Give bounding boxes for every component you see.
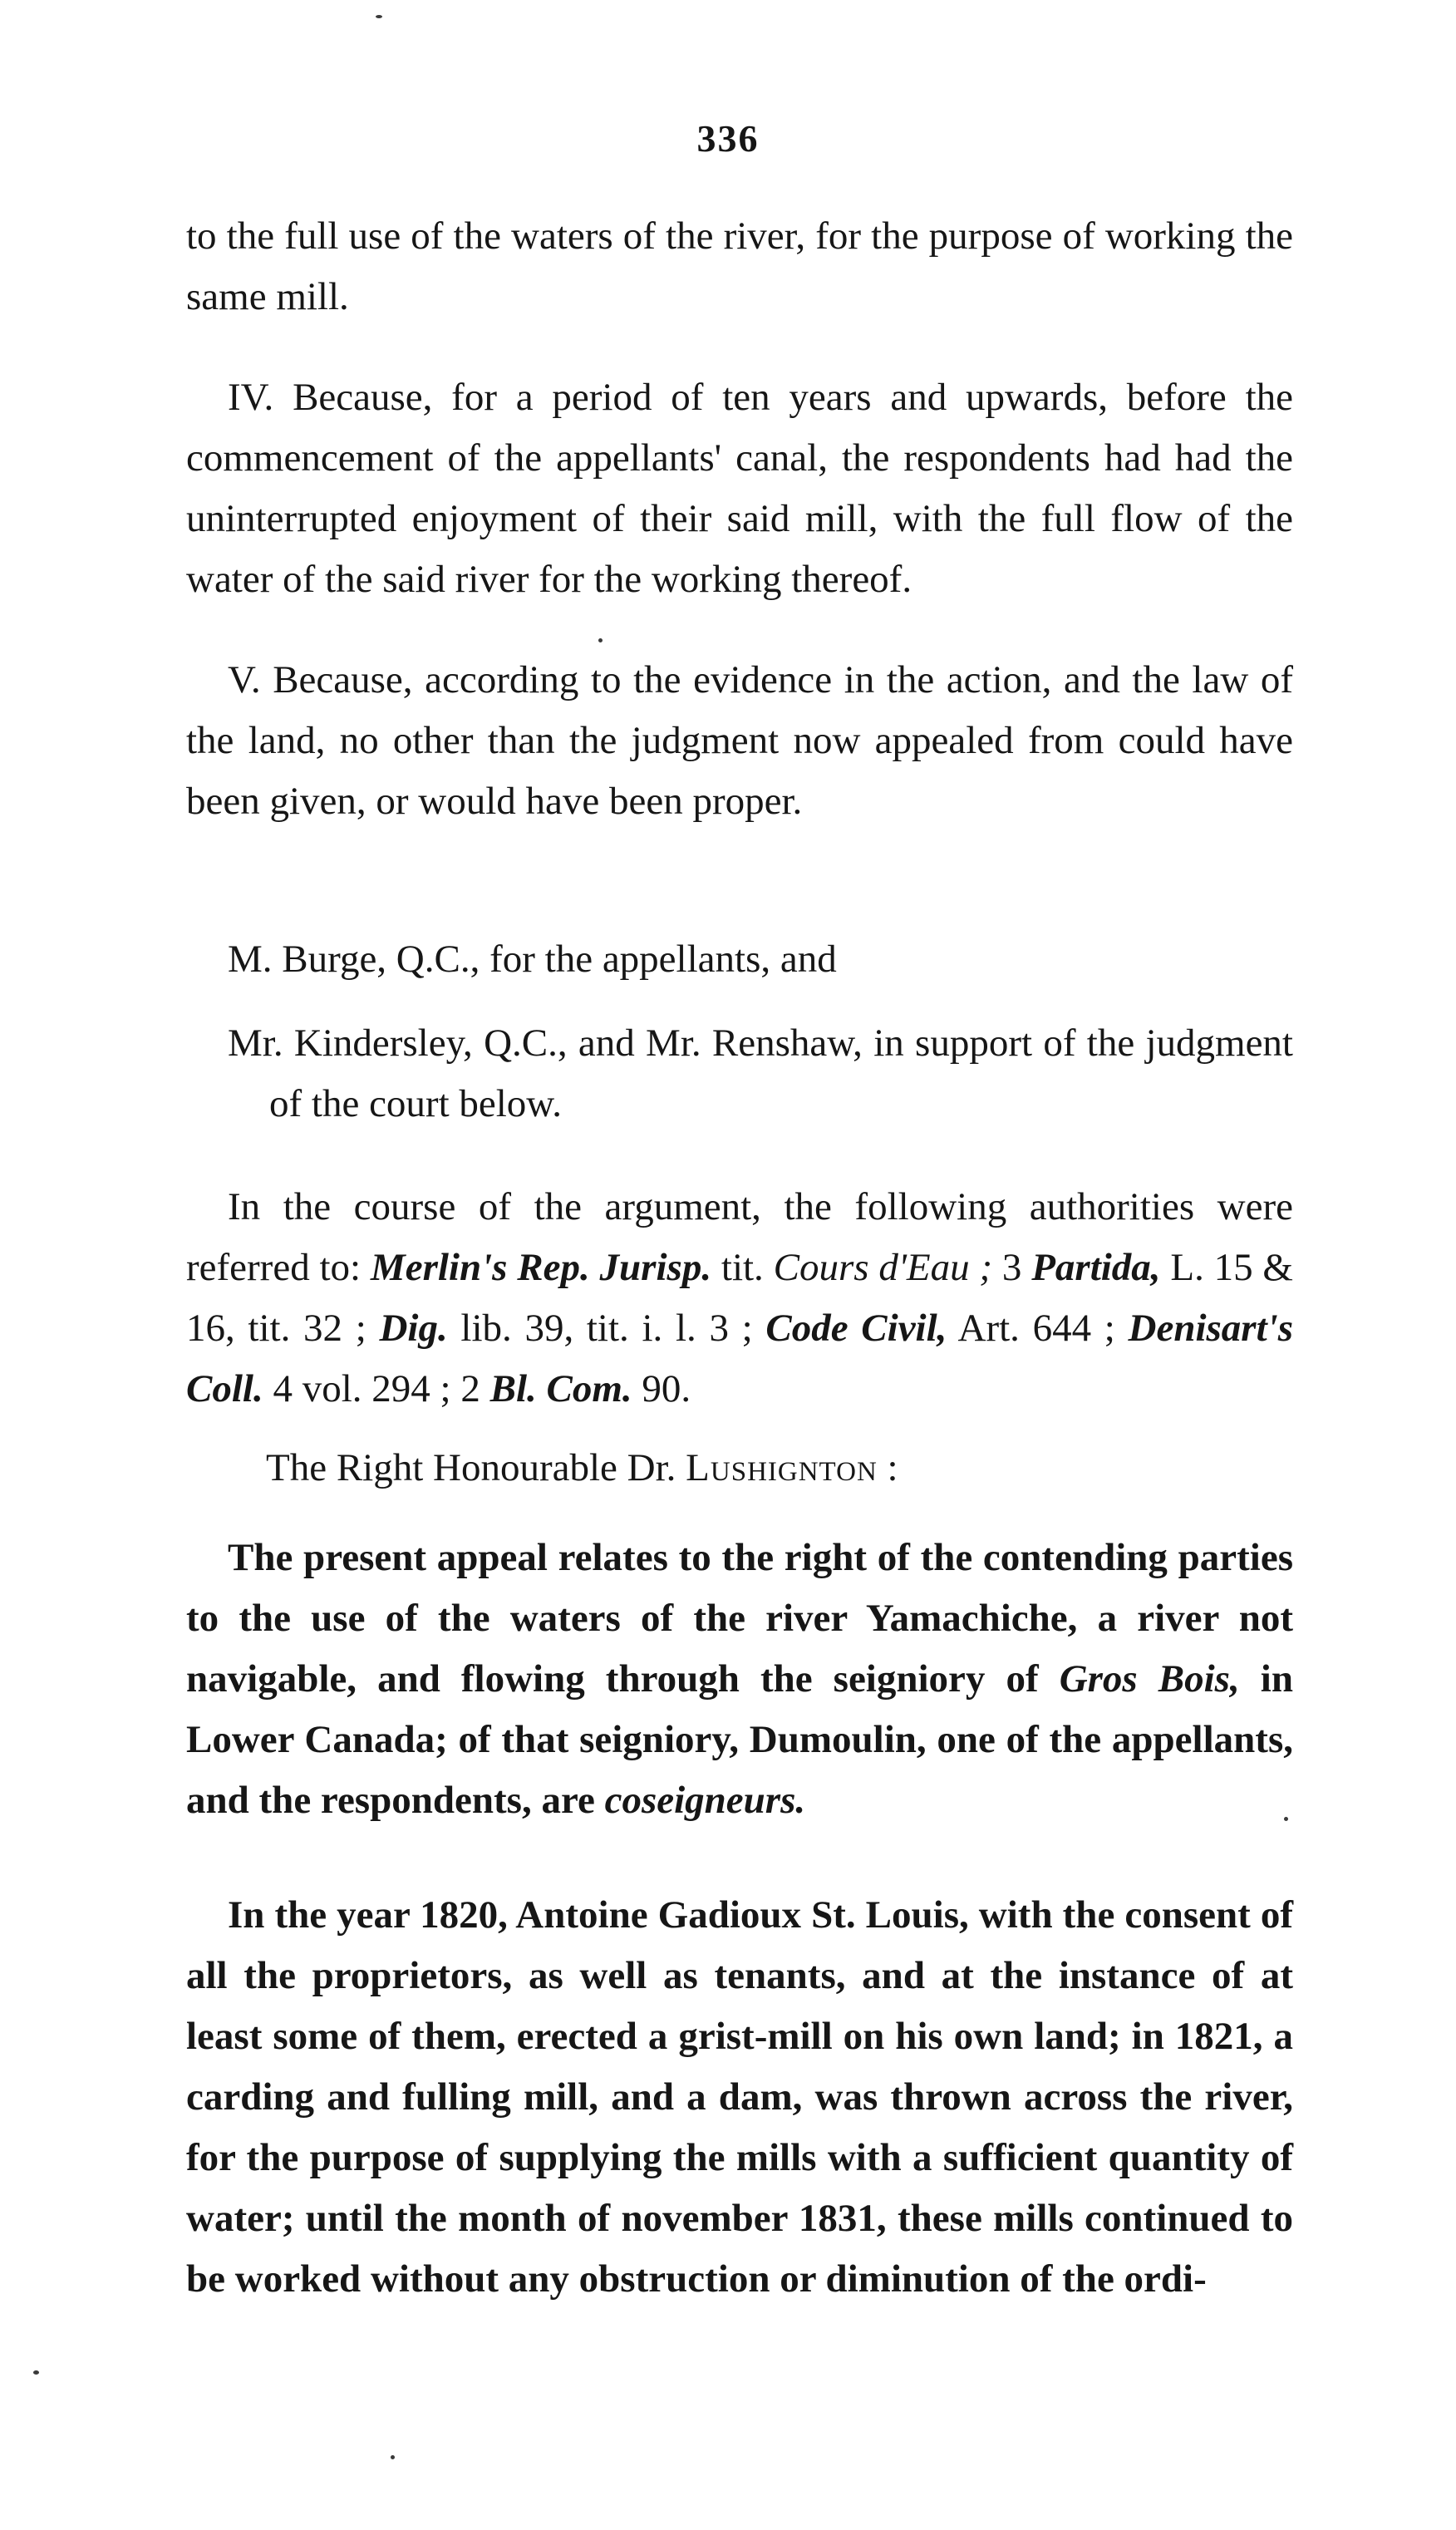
paragraph-year-1820: In the year 1820, Antoine Gadioux St. Louis, with the consent of all the proprietors, as well as tenants, and at the instance of at least some of them, erected a grist-mill on his own land; in 1821, a carding and fulling mill, and a dam, was thrown across the river, for the purpose of supplying the mills with a sufficient quantity of water; until the month of november 1831, these mills continued to be worked without any obstruction or diminution of the ordi- <box>186 1893 1293 2301</box>
speaker-prefix: The Right Honourable Dr. <box>266 1446 686 1489</box>
ink-speck-right <box>1284 1817 1288 1821</box>
text-block-counsel <box>186 929 1293 1135</box>
ink-speck-mid <box>598 638 603 642</box>
authorities-text-1: In the course of the argument, the following authorities were referred to: <box>186 1185 1293 1289</box>
authority-partida: Partida, <box>1031 1246 1161 1289</box>
authority-cours-deau: Cours d'Eau ; <box>773 1246 993 1289</box>
authority-code-civil: Code Civil, <box>765 1307 947 1350</box>
paragraph-reason-v: V. Because, according to the evidence in the action, and the law of the land, no other than the judgment now appealed from could have been given, or would have been proper. <box>186 658 1293 823</box>
text-block-upper <box>186 206 1293 832</box>
authorities-text-2: tit. <box>711 1246 774 1289</box>
appeal-gros-bois: Gros Bois, <box>1059 1657 1240 1701</box>
ink-speck-top <box>376 15 382 18</box>
counsel-respondents: Mr. Kindersley, Q.C., and Mr. Renshaw, in support of the judgment of the court below. <box>228 1021 1293 1125</box>
text-block-history <box>186 1885 1293 2310</box>
paragraph-continuation: to the full use of the waters of the river, for the purpose of working the same mill. <box>186 214 1293 318</box>
text-block-appeal <box>186 1528 1293 1831</box>
authorities-text-5: lib. 39, tit. i. l. 3 ; <box>447 1307 766 1350</box>
ink-speck-bottom <box>391 2455 395 2459</box>
authorities-text-7: 4 vol. 294 ; 2 <box>263 1367 490 1410</box>
speaker-heading <box>186 1438 1293 1499</box>
ink-speck-left <box>33 2370 39 2375</box>
authorities-text-8: 90. <box>632 1367 691 1410</box>
paragraph-reason-iv: IV. Because, for a period of ten years and upwards, before the commencement of the appellants' canal, the respondents had had the uninterrupted enjoyment of their said mill, with the full flow of the water of the said river for the working thereof. <box>186 376 1293 601</box>
appeal-text-2: in Lower Canada; of that seigniory, Dumoulin, one of the appellants, and the respondents, are <box>186 1657 1293 1822</box>
text-block-authorities <box>186 1177 1293 1420</box>
paragraph-authorities <box>186 1177 1293 1420</box>
appeal-coseigneurs: coseigneurs. <box>604 1779 806 1822</box>
authority-blackstone: Bl. Com. <box>489 1367 632 1410</box>
appeal-text-1: The present appeal relates to the right of the contending parties to the use of the waters of the river Yamachiche, a river not navigable, and flowing through the seigniory of <box>186 1536 1293 1701</box>
authorities-text-6: Art. 644 ; <box>947 1307 1129 1350</box>
speaker-suffix: : <box>877 1446 898 1489</box>
authorities-text-4: L. 15 & 16, tit. 32 ; <box>186 1246 1293 1350</box>
authority-digest: Dig. <box>379 1307 448 1350</box>
page-number: 336 <box>696 117 760 160</box>
authority-merlin: Merlin's Rep. Jurisp. <box>370 1246 712 1289</box>
authority-denisart: Denisart's Coll. <box>186 1307 1294 1410</box>
speaker-name: Lushignton <box>686 1446 878 1489</box>
paragraph-present-appeal <box>186 1528 1293 1831</box>
authorities-text-3: 3 <box>992 1246 1032 1289</box>
text-block-speaker <box>186 1438 1293 1499</box>
counsel-appellants: M. Burge, Q.C., for the appellants, and <box>228 938 837 981</box>
